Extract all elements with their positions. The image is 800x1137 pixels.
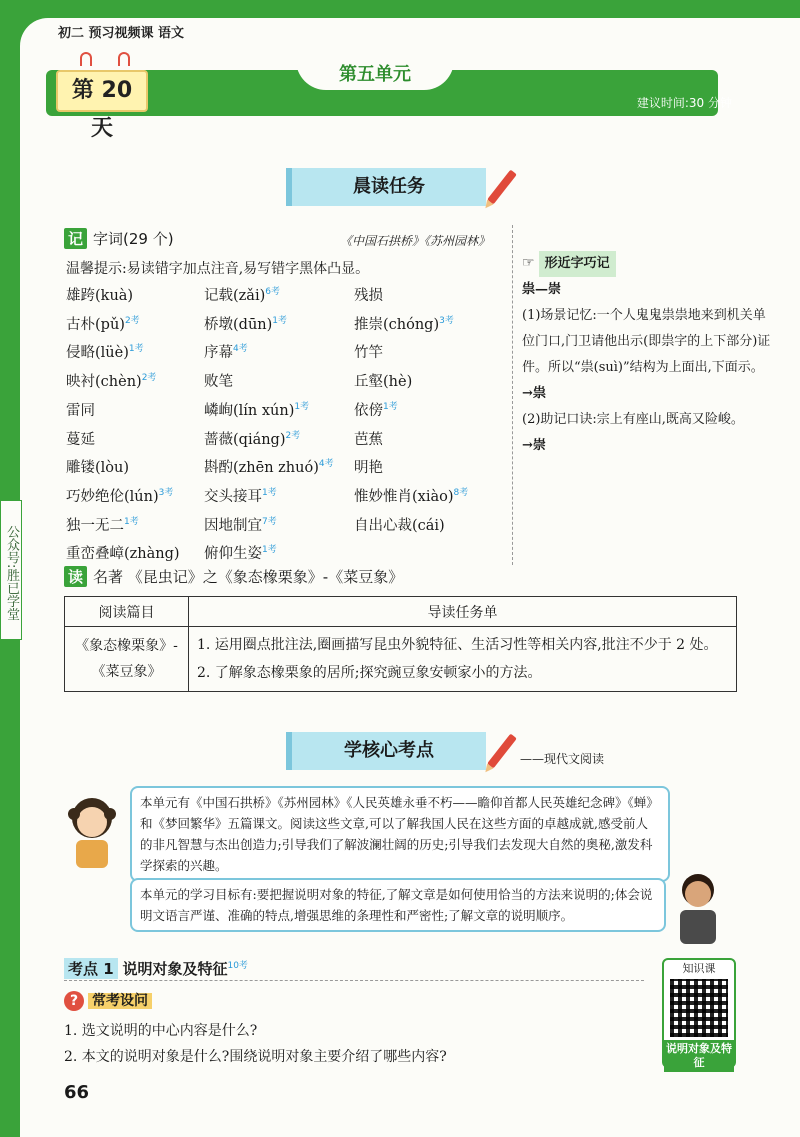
exam-count: 1考 bbox=[383, 401, 398, 412]
page-number: 66 bbox=[64, 1082, 90, 1103]
question-item: 2. 本文的说明对象是什么?围绕说明对象主要介绍了哪些内容? bbox=[64, 1049, 447, 1065]
mnemonic-box bbox=[522, 250, 772, 459]
mnemonic-p2: (2)助记口诀:宗上有座山,既高又险峻。 bbox=[522, 412, 744, 427]
vocab-word-text: 重峦叠嶂(zhàng) bbox=[66, 546, 180, 563]
vocab-word bbox=[66, 456, 129, 477]
vocab-word-text: 自出心裁(cái) bbox=[354, 517, 445, 534]
vocab-word bbox=[204, 514, 277, 535]
vocab-word-text: 明艳 bbox=[354, 460, 383, 477]
vocab-word bbox=[354, 341, 383, 362]
task-item: 2. 了解象态橡栗象的居所;探究豌豆象安顿家小的方法。 bbox=[197, 665, 542, 681]
vocab-word-text: 雕镂(lòu) bbox=[66, 460, 130, 477]
exam-count: 1考 bbox=[124, 516, 139, 527]
vocab-badge: 记 bbox=[64, 228, 87, 249]
vocab-word-text: 巧妙绝伦(lún) bbox=[66, 488, 159, 505]
vocab-word-text: 丘壑(hè) bbox=[354, 374, 413, 391]
vocab-word bbox=[354, 428, 383, 449]
exam-count: 1考 bbox=[262, 488, 277, 499]
vocab-title: 字词(29 个) bbox=[93, 230, 174, 248]
task-cell bbox=[189, 627, 737, 692]
vocab-word bbox=[66, 341, 144, 362]
vocab-word bbox=[204, 313, 287, 334]
core-sub: ——现代文阅读 bbox=[520, 752, 605, 766]
exam-count: 8考 bbox=[453, 488, 469, 499]
vocab-word bbox=[204, 456, 334, 477]
vocab-word bbox=[354, 514, 445, 535]
mnemonic-a2: →崇 bbox=[522, 438, 546, 453]
mnemonic-p1: (1)场景记忆:一个人鬼鬼祟祟地来到机关单位门口,门卫请他出示(即祟字的上下部分)证件。所以“祟(suì)”结构为上面出,下面示。 bbox=[522, 308, 771, 375]
exam-count: 2考 bbox=[141, 373, 157, 384]
qr-top-label: 知识课 bbox=[682, 962, 716, 975]
vocab-word-text: 依傍 bbox=[354, 402, 383, 419]
exam-count: 6考 bbox=[265, 287, 280, 298]
vocab-word-text: 序幕 bbox=[204, 345, 233, 362]
vocab-word-text: 残损 bbox=[354, 288, 383, 304]
work-cell: 《象态橡栗象》-《菜豆象》 bbox=[65, 627, 189, 692]
divider bbox=[512, 225, 513, 565]
exam-count: 7考 bbox=[262, 516, 277, 527]
vocab-word-text: 蔷薇(qiáng) bbox=[204, 431, 286, 448]
kaodian-title: 说明对象及特征 bbox=[122, 960, 228, 978]
vocab-word bbox=[204, 284, 280, 305]
exam-count: 1考 bbox=[128, 344, 144, 355]
vocab-word bbox=[354, 370, 412, 391]
exam-count: 3考 bbox=[158, 488, 174, 499]
vocab-word-text: 记载(zǎi) bbox=[204, 288, 266, 304]
vocab-word-text: 独一无二 bbox=[66, 517, 124, 534]
ask-title: 常考设问 bbox=[88, 993, 152, 1009]
boy-avatar-icon bbox=[670, 866, 726, 946]
vocab-word-text: 竹竿 bbox=[354, 345, 383, 362]
mnemonic-a1: →祟 bbox=[522, 386, 546, 401]
vocab-word bbox=[66, 514, 139, 535]
exam-count: 2考 bbox=[124, 315, 140, 326]
qr-code-icon[interactable] bbox=[670, 979, 728, 1037]
reading-badge: 读 bbox=[64, 566, 87, 587]
speech-bubble-2: 本单元的学习目标有:要把握说明对象的特征,了解文章是如何使用恰当的方法来说明的;体会说明文语言严谨、准确的特点,增强思维的条理性和严密性;了解文章的说明顺序。 bbox=[130, 878, 666, 932]
vocab-word-text: 雄跨(kuà) bbox=[66, 288, 134, 304]
course-label: 初二 预习视频课 语文 bbox=[58, 26, 185, 41]
vocab-heading bbox=[64, 228, 174, 249]
ask-heading bbox=[64, 990, 152, 1011]
vocab-word-text: 斟酌(zhēn zhuó) bbox=[204, 460, 319, 477]
vocab-word-text: 蔓延 bbox=[66, 431, 95, 448]
exam-count: 3考 bbox=[439, 315, 454, 326]
vocab-word bbox=[66, 370, 156, 391]
kaodian-badge: 考点 1 bbox=[64, 958, 118, 979]
question-icon: ? bbox=[64, 991, 84, 1011]
core-ribbon: 学核心考点 bbox=[286, 732, 486, 770]
unit-title: 第五单元 bbox=[339, 64, 411, 85]
vocab-word-text: 交头接耳 bbox=[204, 488, 262, 505]
exam-count: 4考 bbox=[233, 344, 248, 355]
vocab-word bbox=[204, 485, 277, 506]
vocab-word-text: 因地制宜 bbox=[204, 517, 262, 534]
table-header: 导读任务单 bbox=[189, 597, 737, 627]
suggested-time: 建议时间:30 分钟 bbox=[636, 96, 732, 110]
vocab-source: 《中国石拱桥》《苏州园林》 bbox=[340, 234, 491, 248]
reading-title: 名著 《昆虫记》之《象态橡栗象》-《菜豆象》 bbox=[93, 568, 404, 586]
vocab-word bbox=[354, 313, 454, 334]
question-item: 1. 选文说明的中心内容是什么? bbox=[64, 1023, 258, 1039]
vocab-word bbox=[354, 485, 468, 506]
morning-ribbon: 晨读任务 bbox=[286, 168, 486, 206]
mnemonic-title: 形近字巧记 bbox=[539, 251, 616, 277]
kaodian-heading bbox=[64, 958, 248, 979]
vocab-word-text: 败笔 bbox=[204, 374, 233, 391]
vocab-word bbox=[66, 399, 95, 420]
vocab-word bbox=[66, 313, 140, 334]
task-item: 1. 运用圈点批注法,圈画描写昆虫外貌特征、生活习性等相关内容,批注不少于 2 处。 bbox=[197, 637, 718, 653]
kaodian-count: 10考 bbox=[227, 961, 248, 971]
hand-pointer-icon: ☞ bbox=[522, 255, 535, 271]
exam-count: 4考 bbox=[318, 459, 334, 470]
vocab-word bbox=[66, 542, 180, 563]
qr-card[interactable] bbox=[662, 958, 736, 1068]
vocab-word bbox=[204, 428, 300, 449]
vocab-word-text: 映衬(chèn) bbox=[66, 374, 142, 391]
day-label: 第 20 天 bbox=[56, 70, 148, 112]
vocab-word bbox=[204, 399, 309, 420]
speech-bubble-1: 本单元有《中国石拱桥》《苏州园林》《人民英雄永垂不朽——瞻仰首都人民英雄纪念碑》《蝉》和《梦回繁华》五篇课文。阅读这些文章,可以了解我国人民在这些方面的卓越成就,感受前人的非凡智慧与杰出创造力;引导我们了解波澜壮阔的历史;引导我们去发现大自然的奥秘,激发科学探索的兴趣。 bbox=[130, 786, 670, 882]
tip-text: 温馨提示:易读错字加点注音,易写错字黑体凸显。 bbox=[66, 261, 370, 277]
vocab-word-text: 推崇(chóng) bbox=[354, 316, 440, 333]
reading-table bbox=[64, 596, 737, 692]
calendar-ring-icon bbox=[80, 52, 92, 66]
vocab-word-text: 芭蕉 bbox=[354, 431, 383, 448]
vocab-word bbox=[354, 399, 398, 420]
vocab-word bbox=[354, 284, 383, 305]
vocab-word-text: 雷同 bbox=[66, 402, 95, 419]
vocab-word-text: 俯仰生姿 bbox=[204, 546, 262, 563]
girl-avatar-icon bbox=[62, 790, 122, 870]
vocab-word bbox=[66, 284, 133, 305]
exam-count: 1考 bbox=[272, 315, 288, 326]
vocab-word bbox=[204, 542, 277, 563]
exam-count: 2考 bbox=[285, 430, 301, 441]
vocab-word bbox=[204, 341, 248, 362]
divider bbox=[64, 980, 644, 981]
vocab-word-text: 桥墩(dūn) bbox=[204, 316, 273, 333]
calendar-ring-icon bbox=[118, 52, 130, 66]
exam-count: 1考 bbox=[262, 545, 277, 556]
exam-count: 1考 bbox=[294, 401, 310, 412]
table-header: 阅读篇目 bbox=[65, 597, 189, 627]
side-tab: 公众号:胜已学堂 bbox=[0, 500, 22, 640]
reading-heading bbox=[64, 566, 403, 587]
vocab-word bbox=[66, 485, 173, 506]
qr-label: 说明对象及特征 bbox=[664, 1040, 734, 1072]
vocab-word bbox=[204, 370, 233, 391]
vocab-word-text: 侵略(lüè) bbox=[66, 345, 129, 362]
vocab-word-text: 嶙峋(lín xún) bbox=[204, 402, 295, 419]
vocab-word bbox=[66, 428, 95, 449]
vocab-word-text: 古朴(pǔ) bbox=[66, 316, 125, 333]
vocab-word bbox=[354, 456, 383, 477]
vocab-word-text: 惟妙惟肖(xiào) bbox=[354, 488, 454, 505]
char-pair: 祟—崇 bbox=[522, 282, 562, 297]
